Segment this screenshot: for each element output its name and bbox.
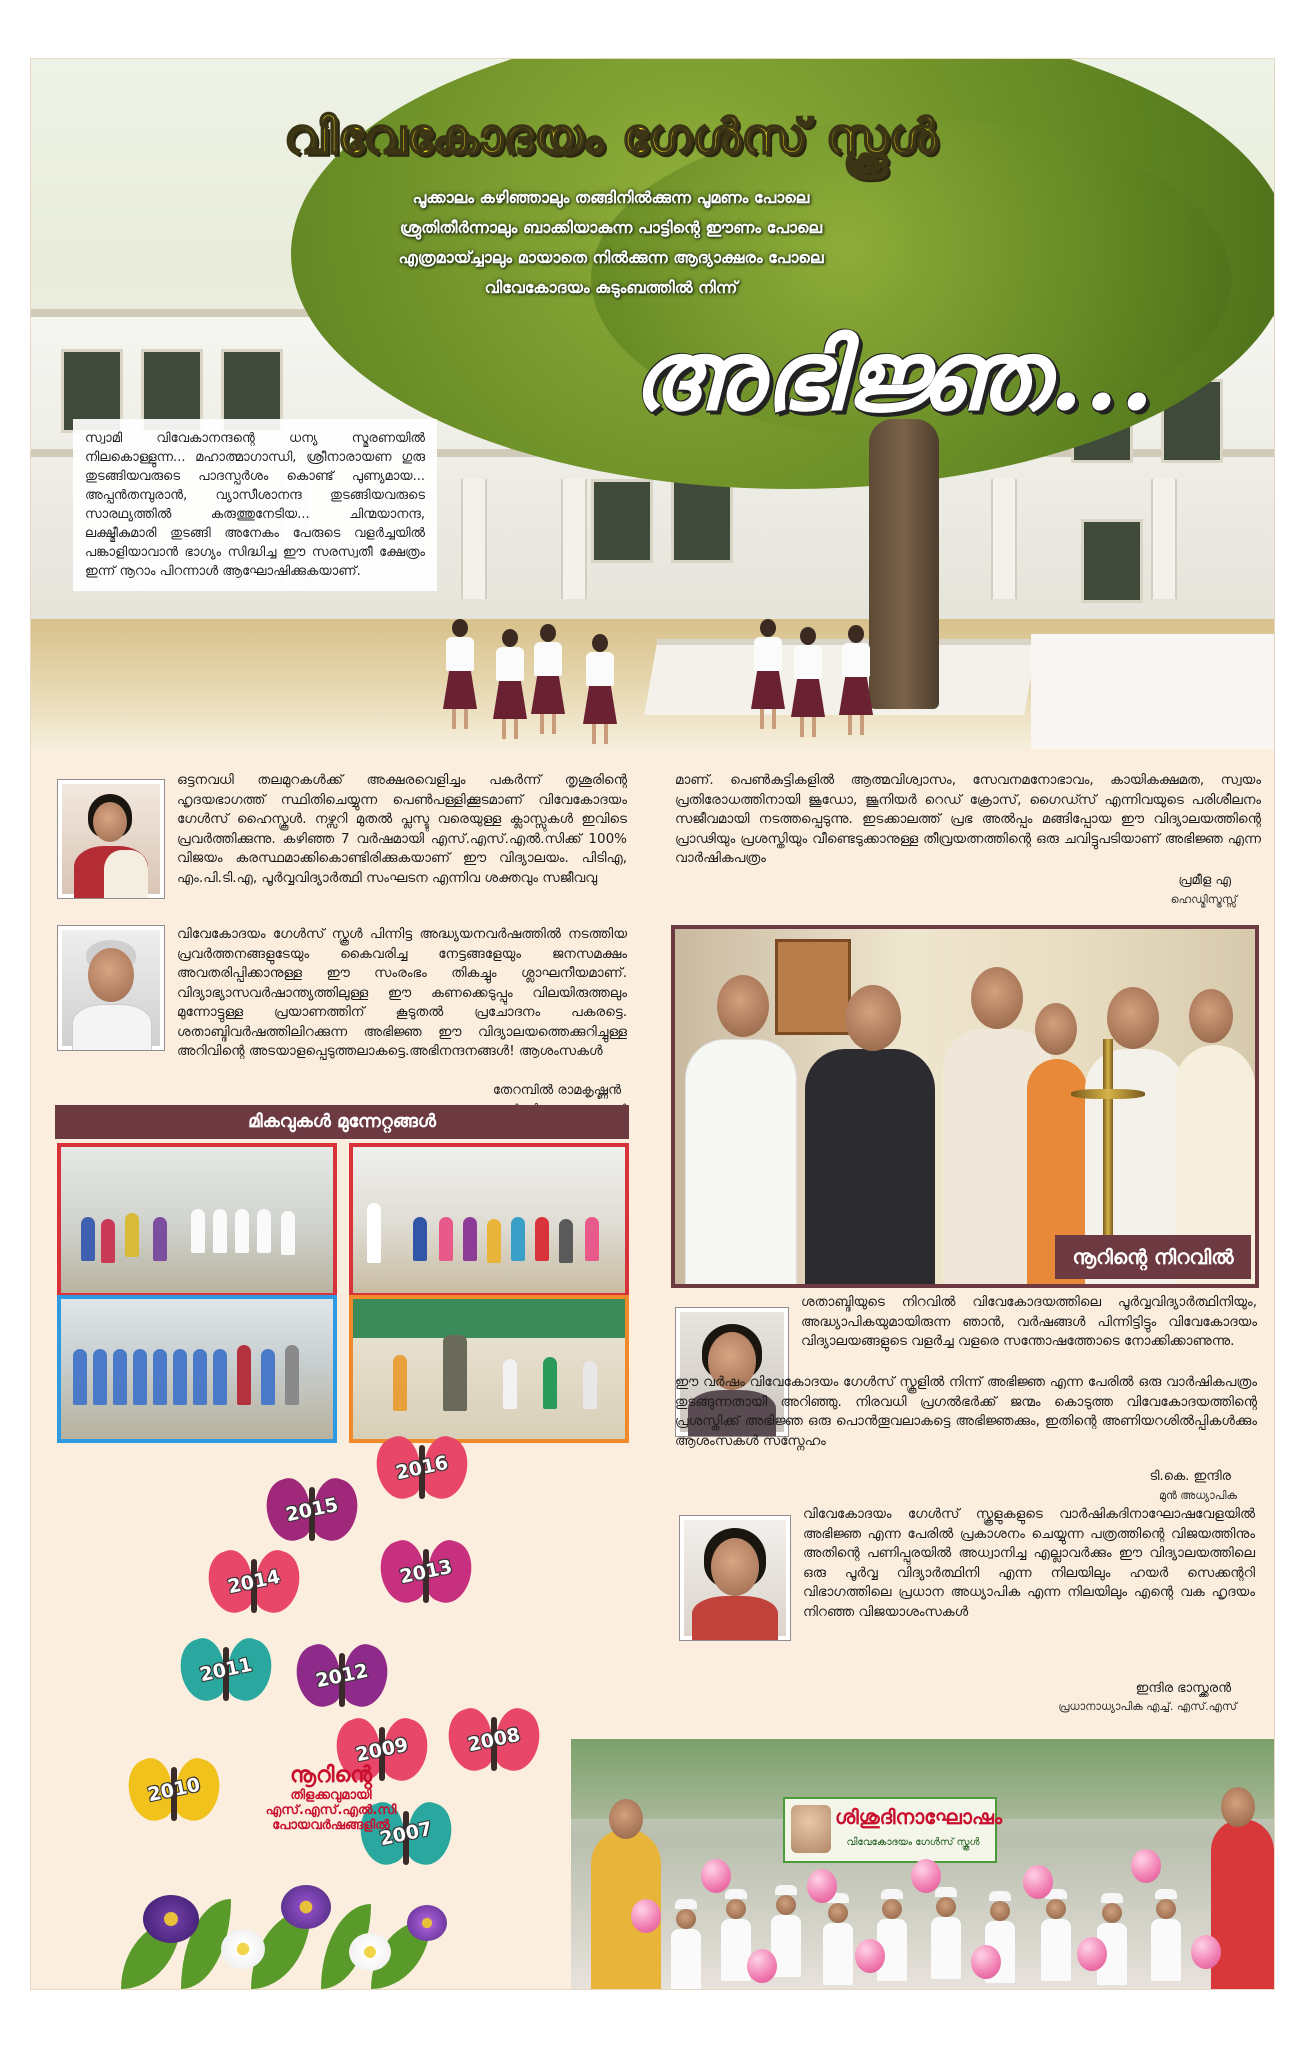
achievements-heading: മികവുകൾ മുന്നേറ്റങ്ങൾ	[55, 1105, 629, 1139]
sslc-caption-line: എസ്.എസ്.എൽ.സി	[265, 1803, 397, 1818]
poem-line: ശ്രുതിതീർന്നാലും ബാക്കിയാകുന്ന പാട്ടിന്റെ ഈണം പോലെ	[399, 218, 823, 237]
centenary-event-photo	[671, 925, 1259, 1288]
school-title: വിവേകോദയം ഗേൾസ് സ്ക്കൂൾ	[284, 109, 938, 165]
butterfly-2013: 2013	[381, 1541, 471, 1611]
student-figure	[839, 625, 873, 735]
banner-title: ശിശുദിനാഘോഷം	[835, 1805, 1003, 1829]
achievement-photo	[57, 1295, 337, 1443]
butterfly-2015: 2015	[267, 1479, 357, 1549]
student-figure	[531, 624, 565, 734]
newspaper-page	[30, 58, 1275, 1990]
intro-text: സ്വാമി വിവേകാനന്ദന്റെ ധന്യ സ്മരണയിൽ നിലകൊള്ളുന്ന... മഹാത്മാഗാന്ധി, ശ്രീനാരായണ ഗുരു തുടങ്ങിയവരുടെ പാദസ്പർശം കൊണ്ട് പുണ്യമായ... അപ്പൻതമ്പുരാൻ, വ്യാസീശാനന്ദ തുടങ്ങിയവരുടെ സാരഥ്യത്തിൽ കരുത്തുനേടിയ... ചിന്മയാനന്ദ, ലക്ഷ്മീകുമാരി തുടങ്ങി അനേകം പേരുടെ വളർച്ചയിൽ പങ്കാളിയാവാൻ ഭാഗ്യം സിദ്ധിച്ച ഈ സരസ്വതീ ക്ഷേത്രം ഇന്ന് നൂറാം പിറന്നാൾ ആഘോഷിക്കുകയാണ്.	[73, 419, 437, 591]
student-figure	[493, 629, 527, 739]
sslc-caption-line: നൂറിന്റെ	[289, 1763, 373, 1788]
poem-line: വിവേകോദയം കുടുംബത്തിൽ നിന്ന്	[484, 278, 738, 297]
tree-trunk	[869, 419, 939, 709]
butterfly-2011: 2011	[181, 1639, 271, 1709]
achievement-photo	[57, 1143, 337, 1297]
butterfly-2007: 2007	[361, 1803, 451, 1873]
butterfly-2008: 2008	[449, 1709, 539, 1779]
achievement-photo	[349, 1295, 629, 1443]
article-headmistress-left: ഒട്ടനവധി തലമുറകൾക്ക് അക്ഷരവെളിച്ചം പകർന്ന് തൃശൂരിന്റെ ഹൃദയഭാഗത്ത് സ്ഥിതിചെയ്യുന്ന പെൺപള്ളിക്കൂടമാണ് വിവേകോദയം ഗേൾസ് ഹൈസ്കൂൾ. നഴ്സറി മുതൽ പ്ലസ്ടു വരെയുള്ള ക്ലാസ്സുകൾ ഇവിടെ പ്രവർത്തിക്കുന്നു. കഴിഞ്ഞ 7 വർഷമായി എസ്.എസ്.എൽ.സിക്ക് 100% വിജയം കരസ്ഥമാക്കികൊണ്ടിരിക്കുകയാണ് ഈ വിദ്യാലയം. പിടിഎ, എം.പി.ടി.എ, പൂർവ്വവിദ്യാർത്ഥി സംഘടന എന്നിവ ശക്തവും സജീവവു	[177, 772, 627, 886]
sslc-caption-line: പോയവർഷങ്ങളിൽ	[272, 1818, 390, 1833]
butterfly-2009: 2009	[337, 1719, 427, 1789]
banner-subtitle: വിവേകോദയം ഗേൾസ് സ്കൂൾ	[846, 1837, 980, 1848]
headmistress-role: ഹെഡ്മിസ്ട്രസ്സ്	[1170, 893, 1237, 906]
principal-photo	[679, 1515, 791, 1641]
centenary-heading: നൂറിന്റെ നിറവിൽ	[1055, 1235, 1251, 1279]
article-principal: വിവേകോദയം ഗേൾസ് സ്കൂളുകളുടെ വാർഷികദിനാഘോഷവേളയിൽ അഭിജ്ഞ എന്ന പേരിൽ പ്രകാശനം ചെയ്യുന്ന പത്രത്തിന്റെ വിജയത്തിനും അതിന്റെ പണിപ്പുരയിൽ അധ്വാനിച്ച എല്ലാവർക്കും ഈ വിദ്യാലയത്തിലെ ഒരു പൂർവ്വ വിദ്യാർത്ഥിനി എന്ന നിലയിലും ഹയർ സെക്കന്ററി വിഭാഗത്തിലെ പ്രധാന അധ്യാപിക എന്ന നിലയിലും എന്റെ വക ഹൃദയം നിറഞ്ഞ വിജയാശംസകൾ	[803, 1506, 1255, 1620]
student-figure	[791, 627, 825, 737]
manager-photo	[57, 925, 165, 1051]
childrens-day-banner	[783, 1797, 1003, 1863]
hero-school-photo	[31, 59, 1274, 749]
article-manager: വിവേകോദയം ഗേൾസ് സ്കൂൾ പിന്നിട്ട അദ്ധ്യയനവർഷത്തിൽ നടത്തിയ പ്രവർത്തനങ്ങളുടേയും കൈവരിച്ച നേട്ടങ്ങളേയും ജനസമക്ഷം അവതരിപ്പിക്കാനുള്ള ഈ സംരംഭം തികച്ചും ശ്ലാഘനീയമാണ്. വിദ്യാഭ്യാസവർഷാന്ത്യത്തിലുള്ള ഈ കണക്കെടുപ്പും വിലയിരുത്തലും മുന്നോട്ടുള്ള പ്രയാണത്തിന് കൂടുതൽ പ്രചോദനം പകരട്ടെ. ശതാബ്ദിവർഷത്തിലിറക്കുന്ന അഭിജ്ഞ ഈ വിദ്യാലയത്തെക്കുറിച്ചുള്ള അറിവിന്റെ അടയാളപ്പെടുത്തലാകട്ടെ.അഭിനന്ദനങ്ങൾ! ആശംസകൾ	[177, 926, 627, 1059]
childrens-day-photo	[571, 1739, 1274, 1989]
former-teacher-role: മുൻ അധ്യാപിക	[1158, 1489, 1237, 1502]
manager-name: തേറമ്പിൽ രാമകൃഷ്ണൻ	[492, 1083, 621, 1098]
achievement-photo	[349, 1143, 629, 1297]
butterfly-2014: 2014	[209, 1551, 299, 1621]
former-teacher-name: ടി.കെ. ഇന്ദിര	[1149, 1469, 1231, 1484]
article-former-teacher-1: ശതാബ്ദിയുടെ നിറവിൽ വിവേകോദയത്തിലെ പൂർവ്വവിദ്യാർത്ഥിനിയും, അദ്ധ്യാപികയുമായിരുന്ന ഞാൻ, വർഷങ്ങൾ പിന്നിട്ടിട്ടും വിവേകോദയം വിദ്യാലയങ്ങളുടെ വളർച്ച വളരെ സന്തോഷത്തോടെ നോക്കിക്കാണുന്നു.	[801, 1294, 1257, 1349]
poem	[221, 183, 1001, 303]
headmistress-name: പ്രമീള എ	[1178, 873, 1231, 888]
principal-name: ഇന്ദിര ഭാസ്ക്കരൻ	[1135, 1681, 1231, 1696]
abhijna-script-title: അഭിജ്ഞ...	[631, 319, 1156, 432]
headmistress-photo	[57, 779, 165, 899]
principal-role: പ്രധാനാധ്യാപിക എച്ച്. എസ്.എസ്	[1058, 1700, 1237, 1713]
butterfly-2016: 2016	[377, 1437, 467, 1507]
butterfly-2010: 2010	[129, 1759, 219, 1829]
butterfly-2012: 2012	[297, 1645, 387, 1715]
student-figure	[751, 619, 785, 729]
poem-line: പൂക്കാലം കഴിഞ്ഞാലും തങ്ങിനിൽക്കുന്ന പൂമണം പോലെ	[412, 188, 810, 207]
sslc-caption-line: തിളക്കവുമായി	[290, 1788, 372, 1803]
poem-line: എത്രമായ്ച്ചാലും മായാതെ നിൽക്കുന്ന ആദ്യാക്ഷരം പോലെ	[398, 248, 824, 267]
student-figure	[443, 619, 477, 729]
article-former-teacher-2: ഈ വർഷം വിവേകോദയം ഗേൾസ് സ്കൂളിൽ നിന്ന് അഭിജ്ഞ എന്ന പേരിൽ ഒരു വാർഷികപത്രം തുടങ്ങുന്നതായി അറിഞ്ഞു. നിരവധി പ്രഗൽഭർക്ക് ജന്മം കൊടുത്ത വിവേകോദയത്തിന്റെ പ്രശസ്തിക്ക് അഭിജ്ഞ ഒരു പൊൻതൂവലാകട്ടെ അഭിജ്ഞക്കും, ഇതിന്റെ അണിയറശിൽപ്പികൾക്കും ആശംസകൾ സസ്നേഹം	[675, 1374, 1257, 1449]
student-figure	[583, 634, 617, 744]
sslc-caption	[231, 1763, 431, 1833]
article-headmistress-right: മാണ്. പെൺകുട്ടികളിൽ ആത്മവിശ്വാസം, സേവനമനോഭാവം, കായികക്ഷമത, സ്വയം പ്രതിരോധത്തിനായി ജൂഡോ, ജൂനിയർ റെഡ് ക്രോസ്, ഗൈഡ്സ് എന്നിവയുടെ പരിശീലനം സജീവമായി നടത്തപ്പെടുന്നു. ഇടക്കാലത്ത് പ്രഭ അൽപ്പം മങ്ങിപ്പോയ ഈ വിദ്യാലയത്തിന്റെ പ്രാഢിയും പ്രശസ്തിയും വീണ്ടെടുക്കാനുള്ള തീവ്രയത്നത്തിന്റെ ഒരു ചവിട്ടുപടിയാണ് അഭിജ്ഞ എന്ന വാർഷികപത്രം	[675, 772, 1261, 866]
